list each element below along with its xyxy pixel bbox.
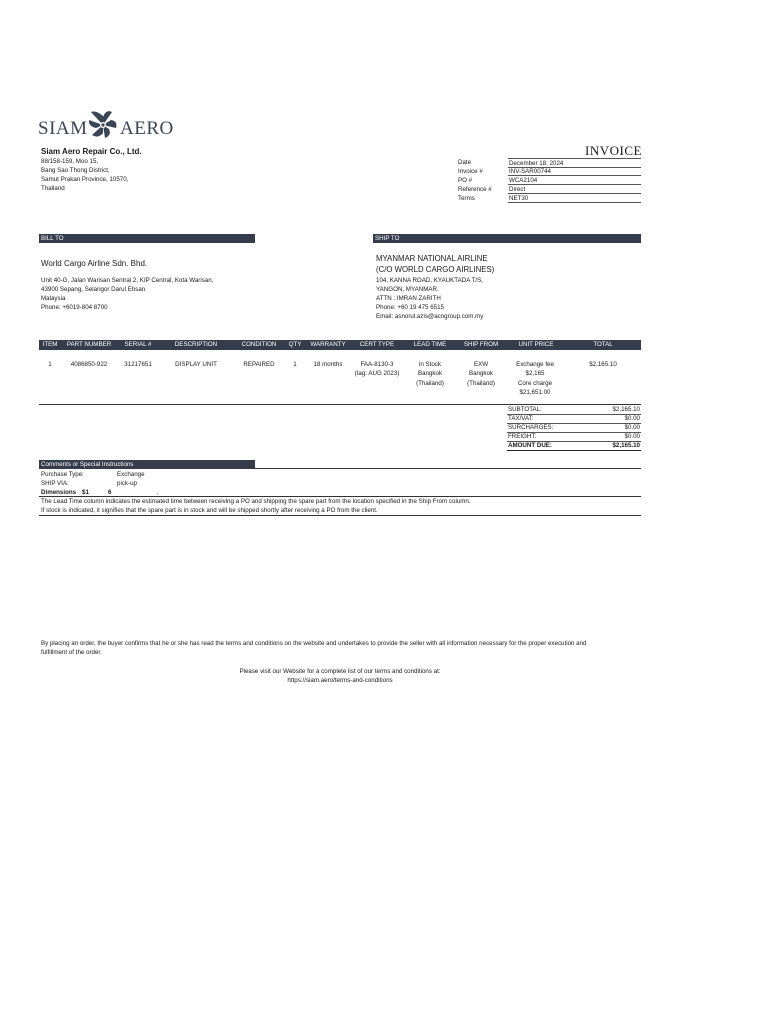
company-logo [38, 104, 173, 144]
ship-to-line: YANGON, MYANMAR. [376, 286, 439, 293]
totals-value: $2,165.10 [612, 442, 640, 449]
seller-address-line: Samut Prakan Province, 10570, [41, 176, 129, 183]
totals-label: FREIGHT: [508, 433, 537, 440]
purchase-type-label: Purchase Type: [41, 471, 84, 478]
seller-address-line: 88/158-159, Moo 15, [41, 158, 99, 165]
cell-total: $2,165.10 [589, 361, 617, 368]
bill-to-name: World Cargo Airline Sdn. Bhd. [41, 259, 148, 268]
lead-time-note: The Lead Time column indicates the estimated time between receiving a PO and shipping the spare part from the location specified in the Ship From column. [41, 498, 471, 505]
ship-from-line: EXW [473, 361, 489, 368]
unit-price-line: Core charge [517, 379, 553, 387]
ship-via-label: SHIP VIA: [41, 480, 69, 487]
invoice-title: INVOICE [585, 143, 642, 158]
ship-to-name [376, 253, 494, 275]
ship-from-line: (Thailand) [467, 379, 495, 387]
cell-part-number: 4086850-922 [70, 361, 108, 368]
col-header-serial: SERIAL # [124, 341, 152, 348]
lead-time-line: in Stock [418, 361, 441, 368]
meta-label: PO # [458, 177, 473, 184]
totals-row-amount-due [507, 441, 641, 451]
col-header-warranty: WARRANTY [310, 341, 346, 348]
meta-value: WCA2104 [508, 176, 641, 185]
meta-value: NET30 [508, 194, 641, 203]
unit-price-line: $2,165 [525, 370, 545, 378]
comments-bottom-rule [39, 515, 641, 516]
cell-serial: 31217651 [124, 361, 152, 368]
terms-line: By placing an order, the buyer confirms that he or she has read the terms and conditions on the website and undertakes to provide the seller with all information necessary for the proper execution and [41, 640, 587, 647]
seller-address-line: Bang Sao Thong District, [41, 167, 110, 174]
terms-statement [41, 639, 587, 657]
totals-label: SUBTOTAL: [508, 406, 542, 413]
seller-address [41, 157, 128, 193]
ship-to-line: 104, KANNA ROAD, KYAUKTADA T/S, [376, 277, 483, 284]
meta-value: December 18, 2024 [508, 158, 641, 168]
terms-line: fulfillment of the order. [41, 649, 102, 656]
dimensions-value: $1 [82, 489, 89, 496]
cell-warranty: 18 months [313, 361, 343, 368]
meta-row-po [458, 176, 641, 185]
lead-time-line: (Thailand) [416, 379, 444, 387]
meta-row-date [458, 158, 641, 167]
ship-to-name-line: (C/O WORLD CARGO AIRLINES) [376, 265, 495, 274]
ship-to-line: ATTN : IMRAN ZARITH [376, 295, 441, 302]
totals-value: $0.00 [624, 424, 640, 431]
comments-header: Comments or Special Instructions [39, 460, 255, 469]
logo-text-right: AERO [120, 118, 174, 139]
col-header-description: DESCRIPTION [174, 341, 218, 348]
ship-from-line: Bangkok [468, 370, 494, 378]
totals-label: TAX/VAT: [508, 415, 534, 422]
stock-note: If stock is indicated, it signifies that the spare part is in stock and will be shipped shortly after receiving a PO from the client. [41, 507, 378, 514]
totals-label: SURCHARGES: [508, 424, 554, 431]
seller-address-line: Thailand [41, 185, 65, 192]
unit-price-line: $21,651.00 [519, 388, 551, 396]
visit-website-text: Please visit our Website for a complete list of our terms and conditions at: [239, 668, 441, 675]
meta-value: Direct [508, 185, 641, 194]
meta-row-invoice-number [458, 167, 641, 176]
terms-url-link[interactable]: https://siam.aero/terms-and-conditions [287, 677, 393, 684]
bill-to-line: Unit 40-G, Jalan Warisan Sentral 2, KIP Central, Kota Warisan, [41, 277, 214, 284]
col-header-part-number: PART NUMBER [66, 341, 112, 348]
dimensions-value: , [157, 489, 159, 496]
ship-to-header: SHIP TO [373, 234, 641, 243]
ship-to-address [376, 276, 483, 321]
cell-ship-from [458, 360, 504, 388]
ship-to-line: Phone: +60 19 475 6515 [376, 304, 444, 311]
col-header-cert-type: CERT TYPE [359, 341, 395, 348]
meta-label: Terms [458, 195, 475, 202]
cert-type-line: (tag: AUG 2023) [354, 370, 400, 378]
unit-price-line: Exchange fee [516, 361, 554, 368]
comments-header-rule [255, 468, 641, 469]
lead-time-line: Bangkok [417, 370, 443, 378]
col-header-lead-time: LEAD TIME [413, 341, 447, 348]
cell-description: DISPLAY UNIT [175, 361, 217, 368]
totals-value: $0.00 [624, 433, 640, 440]
logo-text-left: SIAM [38, 118, 88, 139]
propeller-icon [86, 108, 120, 142]
cell-cert-type [349, 360, 405, 379]
cert-type-line: FAA-8130-3 [360, 361, 394, 368]
cell-condition: REPAIRED [243, 361, 275, 368]
seller-name: Siam Aero Repair Co., Ltd. [41, 147, 142, 156]
meta-row-reference [458, 185, 641, 194]
dimensions-value: 6 [108, 489, 112, 496]
col-header-item: ITEM [42, 341, 58, 348]
totals-value: $2,165.10 [612, 406, 640, 413]
cell-lead-time [407, 360, 453, 388]
dimensions-label: Dimensions [41, 489, 77, 496]
bill-to-line: Malaysia [41, 295, 66, 302]
col-header-total: TOTAL [593, 341, 613, 348]
ship-via-value: pick-up [117, 480, 137, 487]
totals-value: $0.00 [624, 415, 640, 422]
cell-unit-price [506, 360, 564, 397]
meta-label: Reference # [458, 186, 492, 193]
cell-item: 1 [48, 361, 52, 368]
bill-to-address [41, 276, 213, 312]
meta-row-terms [458, 194, 641, 203]
ship-to-line: Email: asnorul.azis@acngroup.com.my [376, 313, 484, 320]
cell-qty: 1 [293, 361, 297, 368]
bill-to-header: BILL TO [39, 234, 255, 243]
meta-label: Date [458, 159, 472, 166]
totals-label: AMOUNT DUE: [508, 442, 552, 449]
bill-to-line: Phone: +6019-804 8700 [41, 304, 108, 311]
col-header-qty: QTY [288, 341, 302, 348]
purchase-type-value: Exchange [117, 471, 145, 478]
col-header-ship-from: SHIP FROM [463, 341, 499, 348]
col-header-unit-price: UNIT PRICE [518, 341, 554, 348]
meta-value: INV-SAR00744 [508, 167, 641, 176]
ship-to-name-line: MYANMAR NATIONAL AIRLINE [376, 254, 488, 263]
meta-label: Invoice # [458, 168, 483, 175]
col-header-condition: CONDITION [241, 341, 277, 348]
bill-to-line: 43900 Sepang, Selangor Darul Ehsan [41, 286, 146, 293]
